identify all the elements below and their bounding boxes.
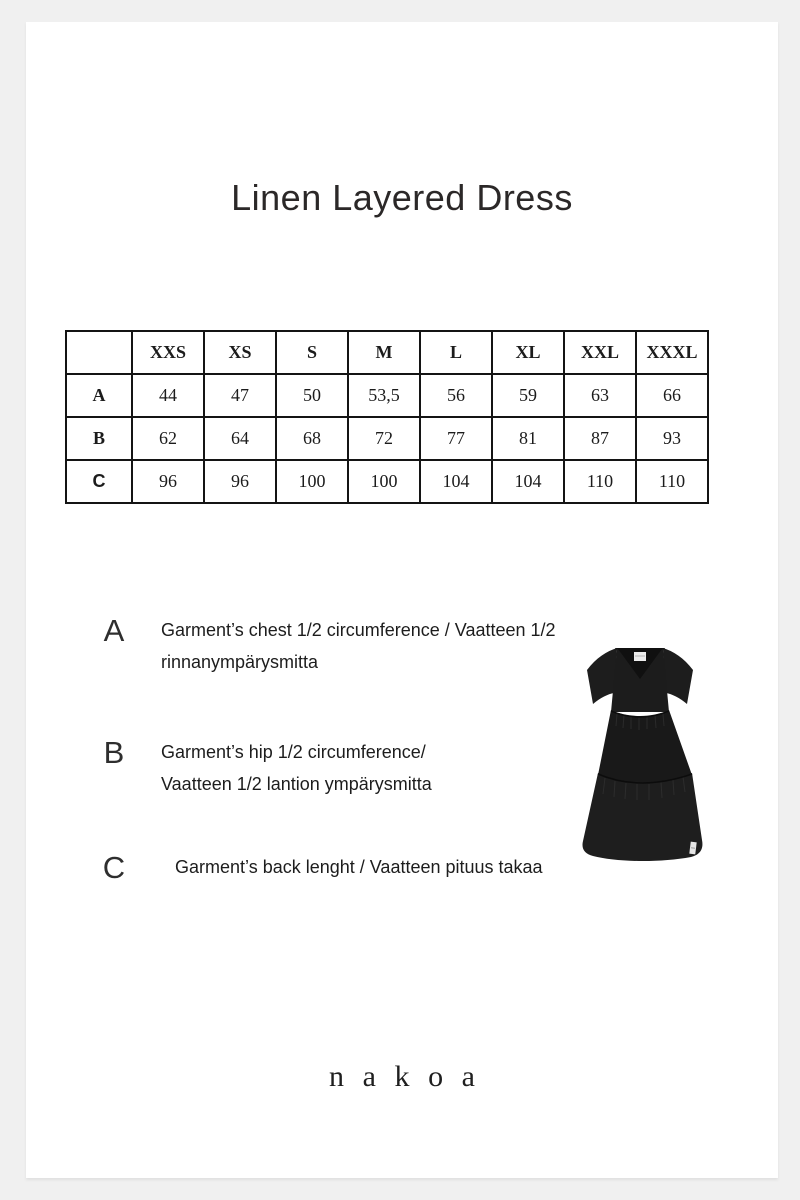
size-column-header-l: L (420, 331, 492, 374)
legend-letter-c: C (102, 850, 126, 885)
size-column-header-s: S (276, 331, 348, 374)
measurement-cell: 53,5 (348, 374, 420, 417)
legend-letter-a: A (103, 613, 125, 648)
size-column-header-m: M (348, 331, 420, 374)
brand-logo: nakoa (328, 1060, 494, 1093)
measurement-cell: 59 (492, 374, 564, 417)
product-title: Linen Layered Dress (231, 177, 573, 218)
table-row-c (66, 460, 708, 503)
row-label-c: C (66, 460, 132, 503)
table-row-b (66, 417, 708, 460)
measurement-cell: 93 (636, 417, 708, 460)
legend-text-c (175, 851, 543, 883)
measurement-cell: 50 (276, 374, 348, 417)
product-photo-black-tiered-dress (571, 644, 711, 864)
size-column-header-xs: XS (204, 331, 276, 374)
size-chart-sheet (26, 22, 778, 1178)
measurement-legend-a (93, 614, 556, 678)
size-header-row (66, 331, 708, 374)
size-column-header-xl: XL (492, 331, 564, 374)
measurement-cell: 66 (636, 374, 708, 417)
table-corner-cell (66, 331, 132, 374)
measurement-cell: 44 (132, 374, 204, 417)
size-column-header-xxxl: XXXL (636, 331, 708, 374)
size-chart-table (65, 330, 709, 504)
legend-text-b (161, 736, 432, 800)
row-label-b: B (66, 417, 132, 460)
legend-text-b-line1: Garment’s hip 1/2 circumference/ (161, 742, 426, 762)
measurement-cell: 77 (420, 417, 492, 460)
legend-text-a-line2: rinnanympärysmitta (161, 652, 319, 672)
dress-illustration (571, 644, 711, 864)
legend-text-a-line1: Garment’s chest 1/2 circumference / Vaatteen 1/2 (161, 620, 556, 640)
measurement-cell: 104 (492, 460, 564, 503)
measurement-cell: 62 (132, 417, 204, 460)
measurement-cell: 87 (564, 417, 636, 460)
size-column-header-xxs: XXS (132, 331, 204, 374)
measurement-cell: 63 (564, 374, 636, 417)
measurement-cell: 72 (348, 417, 420, 460)
measurement-legend-c (93, 851, 543, 885)
measurement-cell: 68 (276, 417, 348, 460)
measurement-cell: 110 (636, 460, 708, 503)
measurement-cell: 104 (420, 460, 492, 503)
legend-text-c-line1: Garment’s back lenght / Vaatteen pituus takaa (175, 857, 543, 877)
measurement-cell: 47 (204, 374, 276, 417)
size-column-header-xxl: XXL (564, 331, 636, 374)
row-label-a: A (66, 374, 132, 417)
measurement-cell: 81 (492, 417, 564, 460)
measurement-cell: 96 (132, 460, 204, 503)
measurement-cell: 110 (564, 460, 636, 503)
measurement-legend-b (93, 736, 432, 800)
measurement-cell: 56 (420, 374, 492, 417)
legend-text-a (161, 614, 556, 678)
legend-text-b-line2: Vaatteen 1/2 lantion ympärysmitta (161, 774, 432, 794)
measurement-cell: 64 (204, 417, 276, 460)
measurement-cell: 100 (348, 460, 420, 503)
measurement-cell: 100 (276, 460, 348, 503)
measurement-cell: 96 (204, 460, 276, 503)
legend-letter-b: B (103, 735, 125, 770)
table-row-a (66, 374, 708, 417)
